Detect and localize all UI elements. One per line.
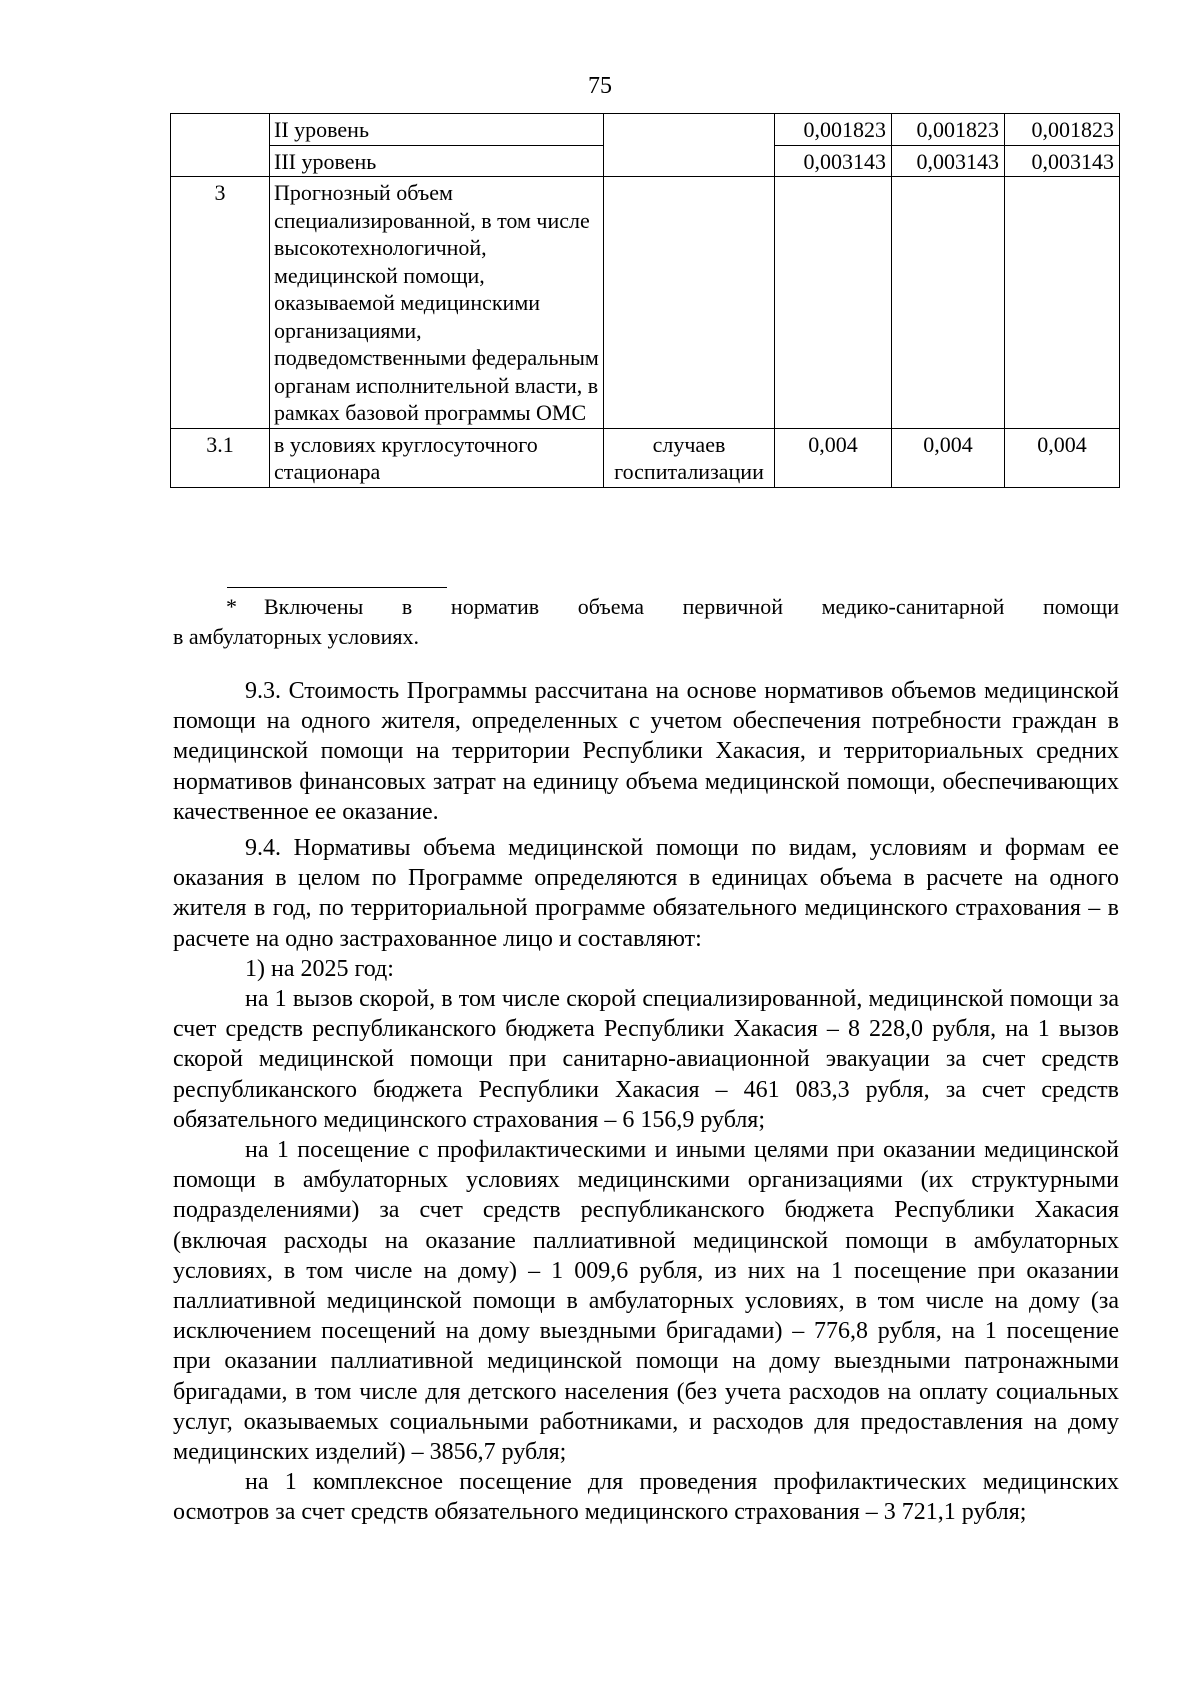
row-unit-cell: случаев госпитализации	[604, 428, 775, 487]
body-text	[173, 676, 1119, 1528]
table-row	[171, 114, 1120, 146]
footnote-line-1: Включены в норматив объема первичной медико-санитарной помощи	[264, 594, 1119, 619]
value-cell-1: 0,003143	[775, 145, 892, 177]
footnote	[173, 592, 1119, 652]
table-row	[171, 428, 1120, 487]
row-name-cell: в условиях круглосуточного стационара	[270, 428, 604, 487]
paragraph-9-3: 9.3. Стоимость Программы рассчитана на основе нормативов объемов медицинской помощи на одного жителя, определенных с учетом обеспечения потребности граждан в медицинской помощи на территории Республики Хакасия, и территориальных средних нормативов финансовых затрат на единицу объема медицинской помощи, обеспечивающих качественное ее оказание.	[173, 678, 1119, 825]
value-cell-3: 0,003143	[1005, 145, 1120, 177]
paragraph-visit: на 1 посещение с профилактическими и иными целями при оказании медицинской помощи в амбулаторных условиях медицинскими организациями (их структурными подразделениями) за счет средств республиканского бюджета Республики Хакасия (включая расходы на оказание паллиативной медицинской помощи в амбулаторных условиях, в том числе на дому) – 1 009,6 рубля, из них на 1 посещение при оказании паллиативной медицинской помощи в амбулаторных условиях, в том числе на дому (за исключением посещений на дому выездными бригадами) – 776,8 рубля, на 1 посещение при оказании паллиативной медицинской помощи на дому выездными патронажными бригадами, в том числе для детского населения (без учета расходов на оплату социальных услуг, оказываемых социальными работниками, и расходов для предоставления на дому медицинских изделий) – 3856,7 рубля;	[173, 1137, 1119, 1466]
value-cell-2	[892, 177, 1005, 429]
row-number-cell	[171, 114, 270, 177]
paragraph-complex-visit: на 1 комплексное посещение для проведения профилактических медицинских осмотров за счет средств обязательного медицинского страхования – 3 721,1 рубля;	[173, 1469, 1119, 1526]
value-cell-3: 0,001823	[1005, 114, 1120, 146]
table-row	[171, 177, 1120, 429]
row-name-cell: Прогнозный объем специализированной, в том числе высокотехнологичной, медицинской помощи, оказываемой медицинскими организациями, подведомственными федеральным органам исполнительной власти, в рамках базовой программы ОМС	[270, 177, 604, 429]
row-unit-cell	[604, 177, 775, 429]
paragraph-9-4: 9.4. Нормативы объема медицинской помощи по видам, условиям и формам ее оказания в целом по Программе определяются в единицах объема в расчете на одного жителя в год, по территориальной программе обязательного медицинского страхования – в расчете на одно застрахованное лицо и составляют:	[173, 835, 1119, 952]
value-cell-3	[1005, 177, 1120, 429]
footnote-star: *	[226, 594, 237, 619]
value-cell-1: 0,004	[775, 428, 892, 487]
footnote-divider	[227, 587, 447, 588]
volume-table	[170, 113, 1120, 488]
row-number-cell: 3	[171, 177, 270, 429]
paragraph-ambulance-call: на 1 вызов скорой, в том числе скорой специализированной, медицинской помощи за счет средств республиканского бюджета Республики Хакасия – 8 228,0 рубля, на 1 вызов скорой медицинской помощи при санитарно-авиационной эвакуации за счет средств республиканского бюджета Республики Хакасия – 461 083,3 рубля, за счет средств обязательного медицинского страхования – 6 156,9 рубля;	[173, 986, 1119, 1133]
row-unit-cell	[604, 114, 775, 177]
page-number: 75	[588, 73, 612, 99]
value-cell-2: 0,003143	[892, 145, 1005, 177]
value-cell-1: 0,001823	[775, 114, 892, 146]
row-name-cell: II уровень	[270, 114, 604, 146]
footnote-line-2: в амбулаторных условиях.	[173, 624, 420, 649]
row-name-cell: III уровень	[270, 145, 604, 177]
row-number-cell: 3.1	[171, 428, 270, 487]
value-cell-3: 0,004	[1005, 428, 1120, 487]
value-cell-1	[775, 177, 892, 429]
value-cell-2: 0,001823	[892, 114, 1005, 146]
paragraph-year-2025: 1) на 2025 год:	[245, 955, 394, 982]
value-cell-2: 0,004	[892, 428, 1005, 487]
